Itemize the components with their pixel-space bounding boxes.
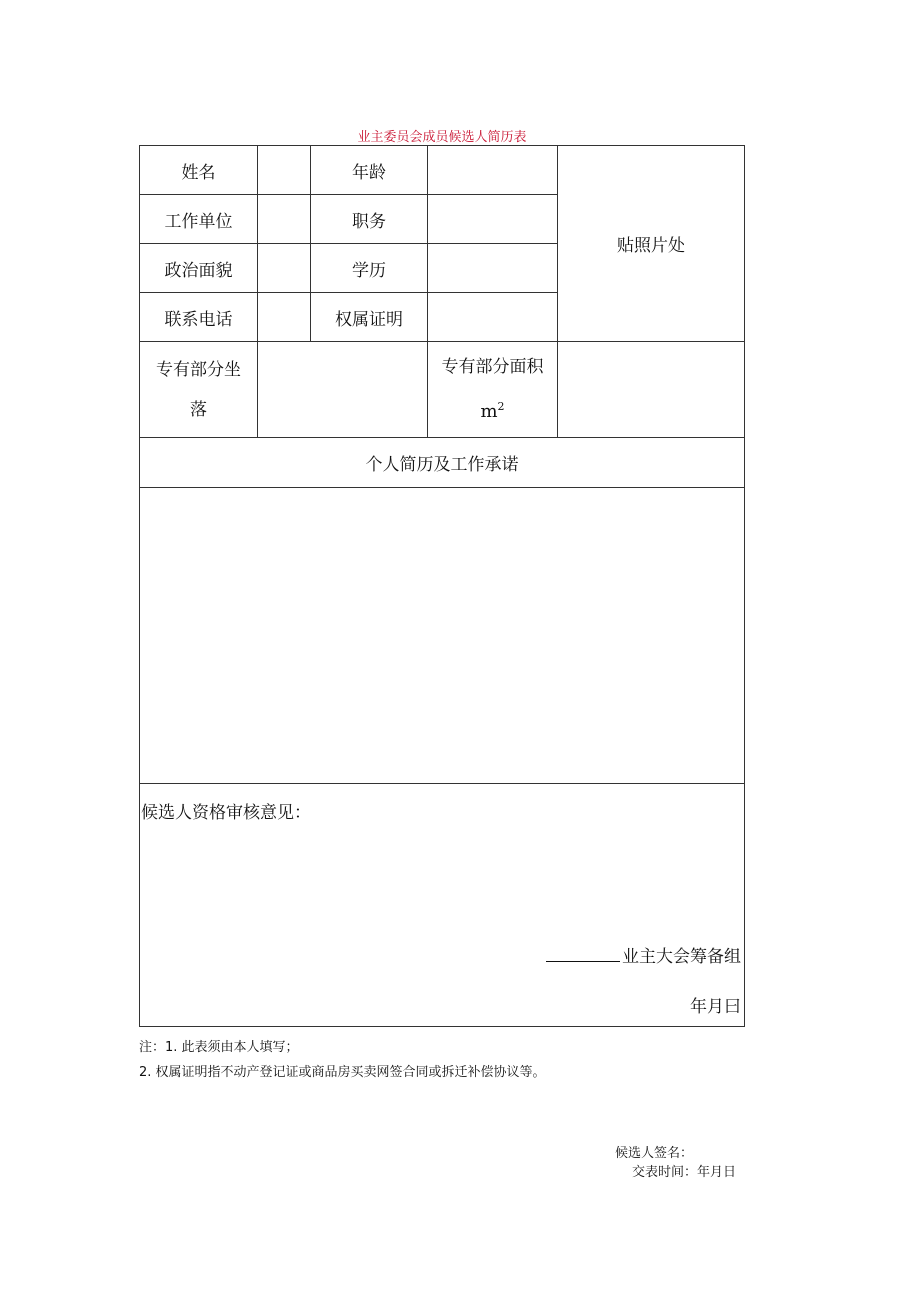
org-name-blank[interactable] [546, 947, 620, 962]
review-org-name: 业主大会筹备组 [622, 947, 741, 967]
work-unit-field[interactable] [258, 195, 311, 244]
resume-section-header: 个人简历及工作承诺 [140, 438, 745, 488]
unit-location-label-line2: 落 [190, 399, 207, 420]
political-status-label: 政治面貌 [140, 244, 258, 293]
position-field[interactable] [428, 195, 558, 244]
form-title: 业主委员会成员候选人简历表 [357, 130, 527, 145]
education-field[interactable] [428, 244, 558, 293]
age-field[interactable] [428, 146, 558, 195]
age-label: 年龄 [311, 146, 428, 195]
phone-label: 联系电话 [140, 293, 258, 342]
photo-placeholder: 贴照片处 [558, 146, 745, 342]
review-opinion-cell[interactable] [140, 784, 745, 1027]
candidate-signature-label: 候选人签名： [615, 1146, 694, 1161]
resume-content-area[interactable] [140, 488, 745, 784]
unit-location-field[interactable] [258, 342, 428, 438]
work-unit-label: 工作单位 [140, 195, 258, 244]
name-field[interactable] [258, 146, 311, 195]
ownership-proof-field[interactable] [428, 293, 558, 342]
note-line-2: 2. 权属证明指不动产登记证或商品房买卖网签合同或拆迁补偿协议等。 [139, 1065, 546, 1080]
ownership-proof-label: 权属证明 [311, 293, 428, 342]
education-label: 学历 [311, 244, 428, 293]
unit-location-label-line1: 专有部分坐 [156, 359, 241, 380]
unit-location-label [140, 342, 258, 438]
review-org-line [546, 942, 741, 967]
name-label: 姓名 [140, 146, 258, 195]
phone-field[interactable] [258, 293, 311, 342]
position-label: 职务 [311, 195, 428, 244]
note-line-1: 注：1. 此表须由本人填写； [139, 1040, 299, 1055]
candidate-resume-table [139, 145, 745, 1027]
review-date: 年月曰 [690, 997, 741, 1017]
political-status-field[interactable] [258, 244, 311, 293]
submit-time-label: 交表时间：年月日 [632, 1165, 737, 1180]
square-meter-unit: $m^2$ [480, 400, 505, 422]
unit-area-label-text: 专有部分面积 [441, 357, 544, 377]
unit-area-field[interactable] [558, 342, 745, 438]
review-opinion-label: 候选人资格审核意见： [141, 803, 311, 823]
unit-area-label [428, 342, 558, 438]
